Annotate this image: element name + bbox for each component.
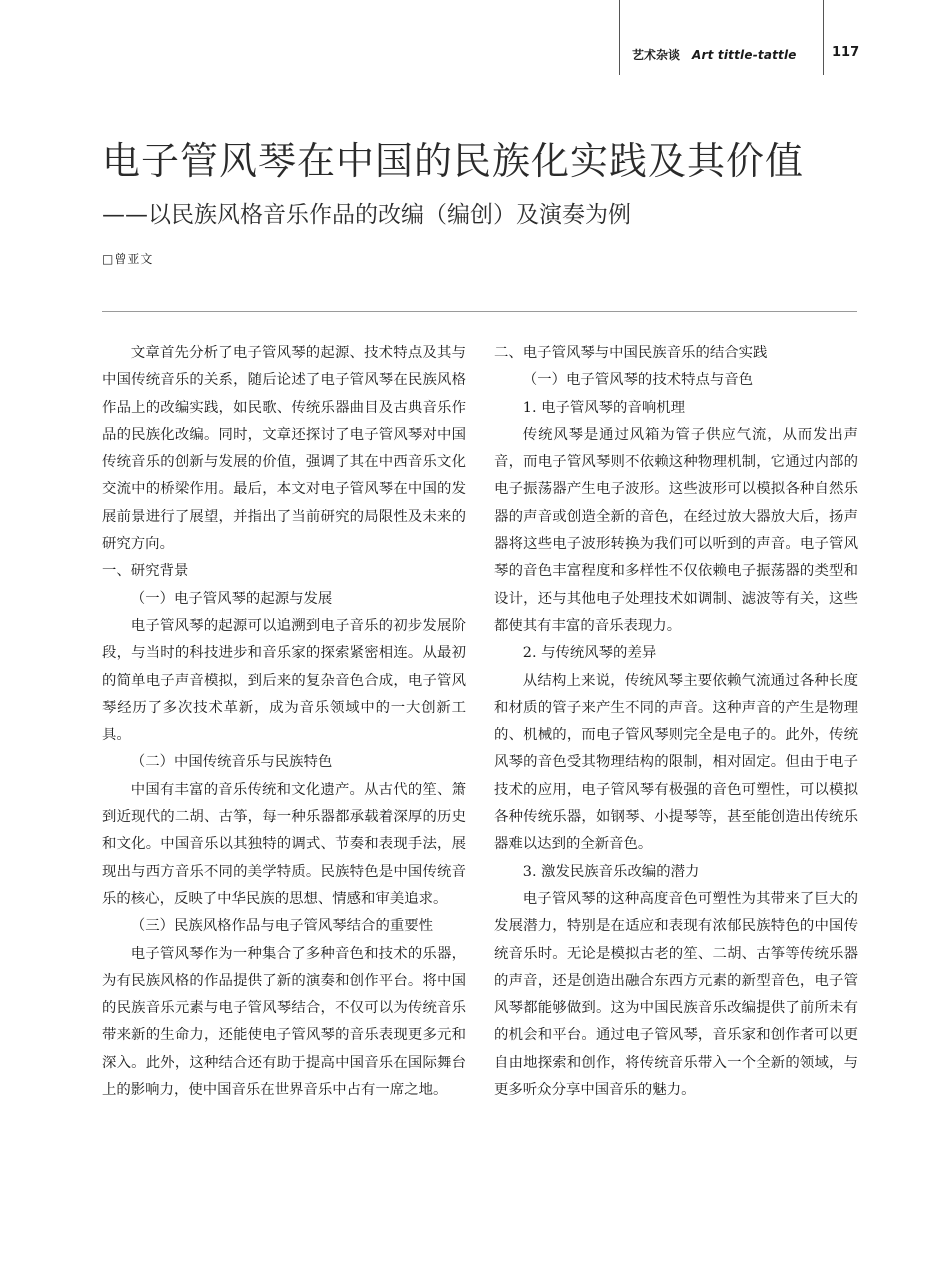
title-divider (102, 311, 857, 312)
right-column (494, 340, 858, 1104)
header-divider-left (619, 0, 620, 75)
body-paragraph: 传统风琴是通过风箱为管子供应气流，从而发出声音，而电子管风琴则不依赖这种物理机制，它通过内部的电子振荡器产生电子波形。这些波形可以模拟各种自然乐器的声音或创造全新的音色，在经过放大器放大后，扬声器将这些电子波形转换为我们可以听到的声音。电子管风琴的音色丰富程度和多样性不仅依赖电子振荡器的类型和设计，还与其他电子处理技术如调制、滤波等有关，这些都使其有丰富的音乐表现力。 (494, 426, 858, 634)
left-column (102, 340, 466, 1104)
body-paragraph: 电子管风琴的这种高度音色可塑性为其带来了巨大的发展潜力，特别是在适应和表现有浓郁民族特色的中国传统音乐时。无论是模拟古老的笙、二胡、古筝等传统乐器的声音，还是创造出融合东西方元素的新型音色，电子管风琴都能够做到。这为中国民族音乐改编提供了前所未有的机会和平台。通过电子管风琴，音乐家和创作者可以更自由地探索和创作，将传统音乐带入一个全新的领域，与更多听众分享中国音乐的魅力。 (494, 890, 858, 1099)
section-name-cn: 艺术杂谈 (632, 48, 681, 62)
header-divider-right (823, 0, 824, 75)
numbered-heading: 3. 激发民族音乐改编的潜力 (522, 863, 700, 880)
page-number: 117 (832, 45, 860, 60)
body-paragraph: 中国有丰富的音乐传统和文化遗产。从古代的笙、箫到近现代的二胡、古筝，每一种乐器都承载着深厚的历史和文化。中国音乐以其独特的调式、节奏和表现手法，展现出与西方音乐不同的美学特质。民族特色是中国传统音乐的核心，反映了中华民族的思想、情感和审美追求。 (102, 781, 466, 907)
article-subtitle: ——以民族风格音乐作品的改编（编创）及演奏为例 (102, 202, 631, 228)
numbered-heading: 2. 与传统风琴的差异 (522, 645, 657, 662)
numbered-heading: 1. 电子管风琴的音响机理 (522, 399, 686, 416)
article-title: 电子管风琴在中国的民族化实践及其价值 (102, 139, 805, 183)
abstract-paragraph: 文章首先分析了电子管风琴的起源、技术特点及其与中国传统音乐的关系，随后论述了电子管风琴在民族风格作品上的改编实践，如民歌、传统乐器曲目及古典音乐作品的民族化改编。同时，文章还探讨了电子管风琴对中国传统音乐的创新与发展的价值，强调了其在中西音乐文化交流中的桥梁作用。最后，本文对电子管风琴在中国的发展前景进行了展望，并指出了当前研究的局限性及未来的研究方向。 (102, 345, 466, 553)
body-paragraph: 从结构上来说，传统风琴主要依赖气流通过各种长度和材质的管子来产生不同的声音。这种声音的产生是物理的、机械的，而电子管风琴则完全是电子的。此外，传统风琴的音色受其物理结构的限制，相对固定。但由于电子技术的应用，电子管风琴有极强的音色可塑性，可以模拟各种传统乐器，如钢琴、小提琴等，甚至能创造出传统乐器难以达到的全新音色。 (494, 672, 858, 853)
subsection-heading: （三）民族风格作品与电子管风琴结合的重要性 (130, 918, 434, 935)
body-paragraph: 电子管风琴作为一种集合了多种音色和技术的乐器，为有民族风格的作品提供了新的演奏和创作平台。将中国的民族音乐元素与电子管风琴结合，不仅可以为传统音乐带来新的生命力，还能使电子管风琴的音乐表现更多元和深入。此外，这种结合还有助于提高中国音乐在国际舞台上的影响力，使中国音乐在世界音乐中占有一席之地。 (102, 945, 466, 1099)
section-heading: 二、电子管风琴与中国民族音乐的结合实践 (494, 345, 768, 361)
section-name-en: Art tittle-tattle (692, 48, 797, 62)
author-byline: □曾亚文 (102, 252, 154, 266)
running-head (632, 46, 817, 63)
subsection-heading: （一）电子管风琴的起源与发展 (130, 590, 333, 607)
subsection-heading: （二）中国传统音乐与民族特色 (130, 754, 333, 771)
section-heading: 一、研究背景 (102, 563, 189, 580)
body-paragraph: 电子管风琴的起源可以追溯到电子音乐的初步发展阶段，与当时的科技进步和音乐家的探索紧密相连。从最初的简单电子声音模拟，到后来的复杂音色合成，电子管风琴经历了多次技术革新，成为音乐领域中的一大创新工具。 (102, 617, 466, 744)
subsection-heading: （一）电子管风琴的技术特点与音色 (522, 372, 754, 389)
